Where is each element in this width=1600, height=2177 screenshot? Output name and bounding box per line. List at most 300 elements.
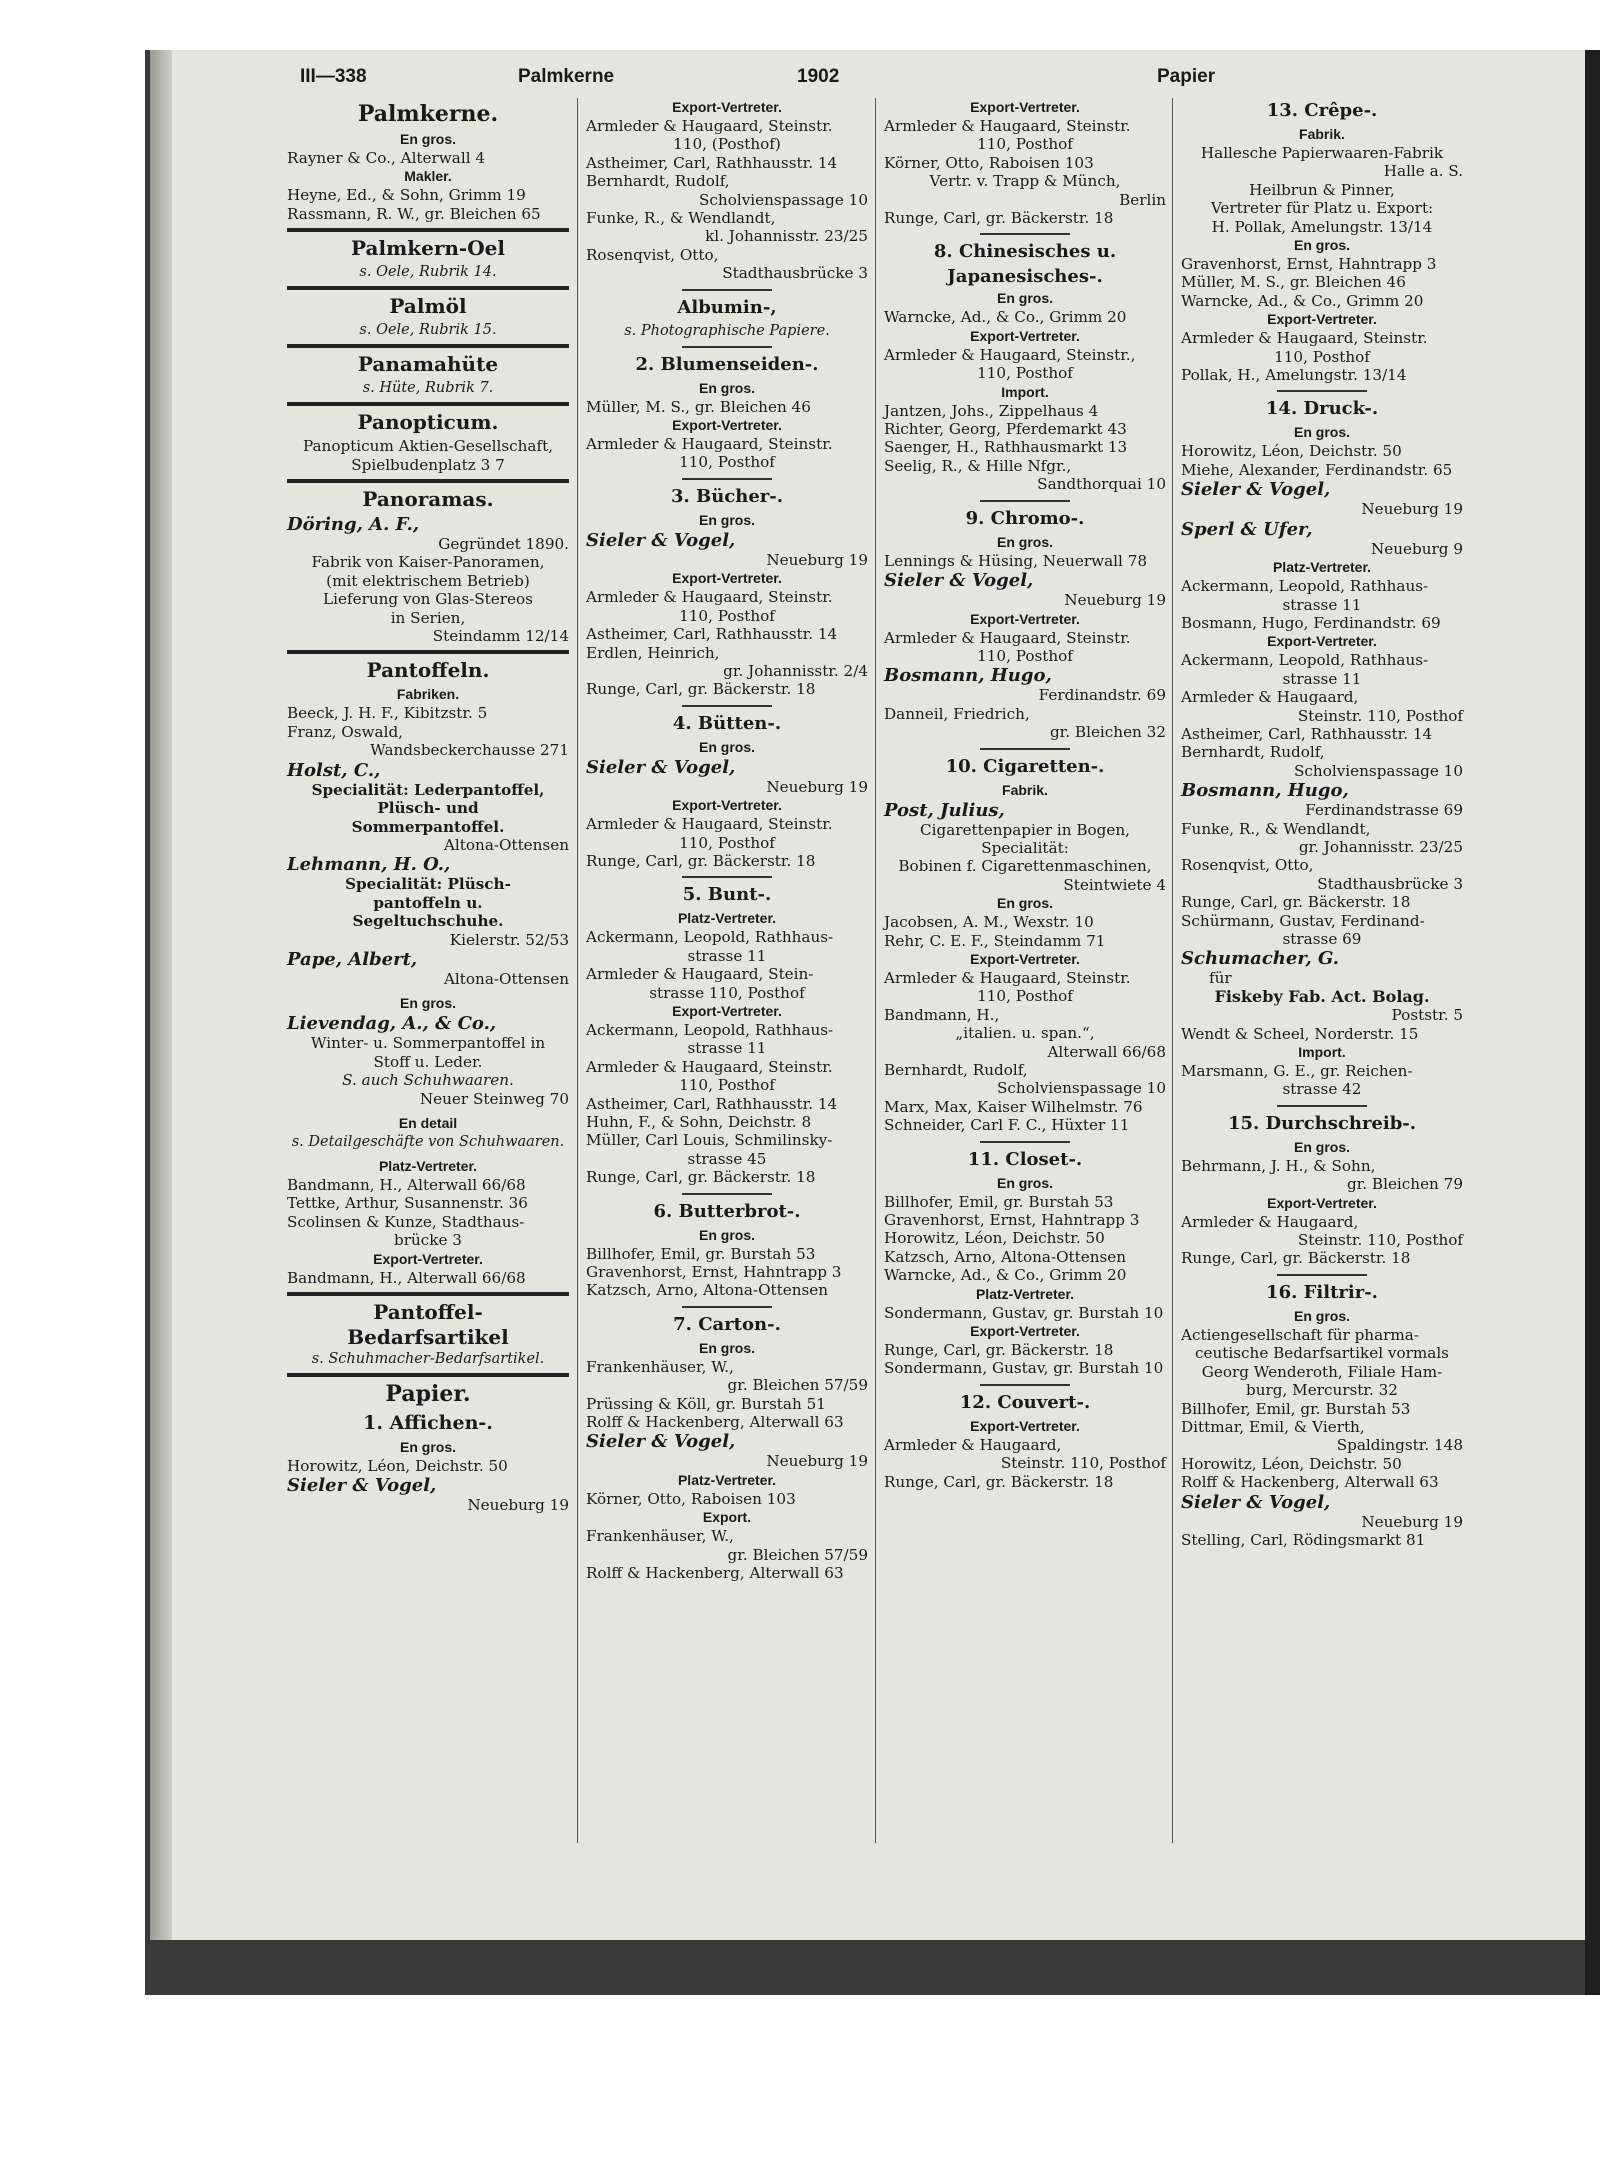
cross-reference: s. Schuhmacher-Bedarfsartikel. bbox=[311, 1351, 545, 1367]
subheading: Import. bbox=[1298, 1044, 1346, 1061]
list-item: 110, Posthof bbox=[679, 1076, 775, 1095]
advertiser-name: Sieler & Vogel, bbox=[586, 1431, 736, 1453]
list-item: Scolinsen & Kunze, Stadthaus- bbox=[287, 1212, 525, 1231]
list-item: 110, (Posthof) bbox=[673, 135, 781, 154]
section-rule bbox=[682, 1193, 772, 1195]
list-item: Hallesche Papierwaaren-Fabrik bbox=[1200, 144, 1444, 162]
subheading: En gros. bbox=[698, 511, 755, 528]
section-rule bbox=[287, 402, 569, 406]
list-item: Steinstr. 110, Posthof bbox=[1000, 1454, 1166, 1473]
list-item: Bandmann, H., Alterwall 66/68 bbox=[287, 1268, 526, 1287]
list-item: Specialität: Plüsch- bbox=[345, 875, 511, 894]
heading-closet: 11. Closet-. bbox=[967, 1148, 1083, 1170]
list-item: pantoffeln u. bbox=[373, 893, 483, 912]
list-item: Billhofer, Emil, gr. Burstah 53 bbox=[1181, 1399, 1411, 1418]
advertiser-name: Post, Julius, bbox=[884, 799, 1005, 821]
list-item: Heyne, Ed., & Sohn, Grimm 19 bbox=[287, 186, 526, 205]
heading-durchschreib: 15. Durchschreib-. bbox=[1227, 1112, 1417, 1134]
list-item: Huhn, F., & Sohn, Deichstr. 8 bbox=[586, 1113, 812, 1131]
list-item: Bandmann, H., Alterwall 66/68 bbox=[287, 1175, 526, 1194]
list-item: Gravenhorst, Ernst, Hahntrapp 3 bbox=[586, 1263, 842, 1282]
list-item: Wandsbeckerchausse 271 bbox=[370, 741, 569, 760]
advertiser-name: Sieler & Vogel, bbox=[1181, 1491, 1331, 1513]
list-item: Behrmann, J. H., & Sohn, bbox=[1181, 1156, 1376, 1175]
section-rule bbox=[287, 650, 569, 654]
list-item: Körner, Otto, Raboisen 103 bbox=[586, 1489, 796, 1508]
list-item: 110, Posthof bbox=[679, 606, 775, 625]
list-item: Richter, Georg, Pferdemarkt 43 bbox=[884, 420, 1127, 439]
section-rule bbox=[980, 1141, 1070, 1143]
subheading: En gros. bbox=[1293, 1138, 1350, 1155]
section-rule bbox=[980, 1384, 1070, 1386]
heading-panamahuete: Panamahüte bbox=[357, 352, 499, 377]
subheading: Platz-Vertreter. bbox=[1272, 559, 1372, 576]
list-item: Astheimer, Carl, Rathhausstr. 14 bbox=[586, 625, 838, 644]
list-item: Schürmann, Gustav, Ferdinand- bbox=[1181, 911, 1425, 930]
list-item: 110, Posthof bbox=[977, 135, 1073, 154]
list-item: Specialität: Lederpantoffel, bbox=[311, 780, 545, 799]
cross-reference: s. Photographische Papiere. bbox=[624, 322, 830, 339]
advertiser-name: Sieler & Vogel, bbox=[884, 570, 1034, 592]
list-item: 110, Posthof bbox=[977, 646, 1073, 665]
header-left-word: Palmkerne bbox=[518, 66, 615, 87]
heading-papier: Papier. bbox=[385, 1381, 471, 1407]
heading-cigaretten: 10. Cigaretten-. bbox=[945, 755, 1105, 777]
list-item: Bernhardt, Rudolf, bbox=[884, 1061, 1028, 1079]
heading-druck: 14. Druck-. bbox=[1265, 398, 1379, 420]
subheading: En gros. bbox=[996, 895, 1053, 912]
list-item: Neueburg 19 bbox=[1064, 591, 1166, 610]
subheading: Export-Vertreter. bbox=[970, 610, 1080, 627]
section-rule bbox=[682, 705, 772, 707]
section-rule bbox=[287, 479, 569, 483]
list-item: Armleder & Haugaard, Steinstr. bbox=[586, 435, 833, 454]
list-item: Armleder & Haugaard, Steinstr. bbox=[586, 117, 833, 135]
list-item: Erdlen, Heinrich, bbox=[586, 643, 720, 662]
column-2 bbox=[586, 98, 868, 1583]
list-item: für bbox=[1209, 969, 1232, 988]
subheading: En gros. bbox=[1293, 424, 1350, 441]
list-item: Armleder & Haugaard, Steinstr. bbox=[1181, 329, 1428, 348]
list-item: Frankenhäuser, W., bbox=[586, 1527, 734, 1546]
list-item: Bobinen f. Cigarettenmaschinen, bbox=[898, 857, 1152, 876]
list-item: Miehe, Alexander, Ferdinandstr. 65 bbox=[1181, 460, 1453, 479]
advertiser-name: Schumacher, G. bbox=[1181, 948, 1340, 970]
list-item: Armleder & Haugaard, Steinstr. bbox=[586, 1057, 833, 1076]
column-divider bbox=[875, 98, 876, 1843]
subheading: En gros. bbox=[399, 131, 456, 147]
section-rule bbox=[287, 228, 569, 232]
section-rule bbox=[1277, 1274, 1367, 1276]
list-item: Billhofer, Emil, gr. Burstah 53 bbox=[884, 1192, 1114, 1211]
list-item: Armleder & Haugaard, Steinstr., bbox=[884, 345, 1136, 364]
list-item: kl. Johannisstr. 23/25 bbox=[705, 227, 868, 246]
list-item: Müller, Carl Louis, Schmilinsky- bbox=[586, 1131, 833, 1150]
list-item: Beeck, J. H. F., Kibitzstr. 5 bbox=[287, 704, 488, 723]
cross-reference: s. Oele, Rubrik 15. bbox=[359, 322, 497, 339]
list-item: Müller, M. S., gr. Bleichen 46 bbox=[586, 397, 811, 416]
list-item: Neueburg 19 bbox=[1361, 500, 1463, 519]
list-item: Pollak, H., Amelungstr. 13/14 bbox=[1181, 366, 1407, 385]
list-item: brücke 3 bbox=[394, 1231, 462, 1250]
list-item: Specialität: bbox=[981, 838, 1069, 857]
subheading: Export-Vertreter. bbox=[1267, 1194, 1377, 1211]
subheading: Export. bbox=[702, 1509, 752, 1526]
list-item: Steinstr. 110, Posthof bbox=[1297, 706, 1463, 725]
page-number: III—338 bbox=[300, 66, 367, 87]
list-item: Warncke, Ad., & Co., Grimm 20 bbox=[884, 1266, 1127, 1285]
list-item: Seelig, R., & Hille Nfgr., bbox=[884, 456, 1072, 475]
list-item: (mit elektrischem Betrieb) bbox=[326, 571, 530, 590]
list-item: Halle a. S. bbox=[1383, 162, 1463, 181]
cross-reference: s. Hüte, Rubrik 7. bbox=[362, 380, 494, 397]
list-item: strasse 11 bbox=[1282, 669, 1362, 688]
list-item: Armleder & Haugaard, Steinstr. bbox=[884, 117, 1131, 135]
list-item: Lennings & Hüsing, Neuerwall 78 bbox=[884, 551, 1148, 570]
list-item: strasse 42 bbox=[1282, 1080, 1362, 1099]
list-item: Marsmann, G. E., gr. Reichen- bbox=[1181, 1062, 1413, 1081]
list-item: Fiskeby Fab. Act. Bolag. bbox=[1214, 986, 1430, 1006]
cross-reference: s. Oele, Rubrik 14. bbox=[359, 264, 497, 281]
list-item: 110, Posthof bbox=[1274, 347, 1370, 366]
list-item: Armleder & Haugaard, bbox=[1181, 1212, 1359, 1231]
advertiser-name: Lehmann, H. O., bbox=[287, 854, 451, 876]
list-item: burg, Mercurstr. 32 bbox=[1246, 1381, 1398, 1400]
list-item: Runge, Carl, gr. Bäckerstr. 18 bbox=[586, 680, 816, 699]
list-item: Cigarettenpapier in Bogen, bbox=[920, 820, 1130, 839]
advertiser-name: Döring, A. F., bbox=[287, 514, 420, 536]
list-item: Horowitz, Léon, Deichstr. 50 bbox=[287, 1457, 508, 1475]
list-item: strasse 110, Posthof bbox=[649, 983, 805, 1002]
subheading: Fabriken. bbox=[396, 686, 460, 703]
list-item: Bosmann, Hugo, Ferdinandstr. 69 bbox=[1181, 613, 1441, 632]
heading-chinesisches: Japanesisches-. bbox=[947, 266, 1103, 288]
subheading: En gros. bbox=[698, 738, 755, 755]
list-item: Armleder & Haugaard, Steinstr. bbox=[884, 968, 1131, 987]
list-item: strasse 45 bbox=[687, 1149, 767, 1168]
subheading: Export-Vertreter. bbox=[373, 1250, 483, 1267]
list-item: Astheimer, Carl, Rathhausstr. 14 bbox=[586, 153, 838, 172]
advertiser-name: Pape, Albert, bbox=[287, 948, 418, 970]
subheading: Platz-Vertreter. bbox=[677, 910, 777, 927]
list-item: Schneider, Carl F. C., Hüxter 11 bbox=[884, 1116, 1130, 1135]
subheading: Platz-Vertreter. bbox=[677, 1471, 777, 1488]
list-item: Fabrik von Kaiser-Panoramen, bbox=[311, 553, 545, 572]
list-item: Rolff & Hackenberg, Alterwall 63 bbox=[586, 1564, 844, 1583]
list-item: Danneil, Friedrich, bbox=[884, 704, 1030, 723]
list-item: S. auch Schuhwaaren. bbox=[342, 1071, 514, 1090]
list-item: Astheimer, Carl, Rathhausstr. 14 bbox=[1181, 724, 1433, 743]
list-item: Lieferung von Glas-Stereos bbox=[323, 590, 533, 609]
column-divider bbox=[1172, 98, 1173, 1843]
list-item: Horowitz, Léon, Deichstr. 50 bbox=[1181, 442, 1402, 461]
list-item: strasse 69 bbox=[1282, 930, 1362, 948]
subheading: Fabrik. bbox=[1299, 126, 1345, 142]
list-item: 110, Posthof bbox=[977, 364, 1073, 383]
heading-palmkern-oel: Palmkern-Oel bbox=[351, 236, 505, 261]
heading-panoramas: Panoramas. bbox=[362, 487, 494, 512]
list-item: Katzsch, Arno, Altona-Ottensen bbox=[586, 1281, 829, 1300]
list-item: Berlin bbox=[1119, 190, 1166, 209]
heading-pantoffeln: Pantoffeln. bbox=[366, 658, 490, 683]
list-item: Funke, R., & Wendlandt, bbox=[1181, 819, 1371, 838]
section-rule bbox=[287, 286, 569, 290]
advertiser-name: Bosmann, Hugo, bbox=[1181, 780, 1349, 802]
section-rule bbox=[287, 1292, 569, 1296]
list-item: Sondermann, Gustav, gr. Burstah 10 bbox=[884, 1359, 1164, 1378]
list-item: Bernhardt, Rudolf, bbox=[1181, 743, 1325, 762]
list-item: Neueburg 19 bbox=[1361, 1512, 1463, 1531]
list-item: Segeltuchschuhe. bbox=[352, 912, 504, 931]
column-1 bbox=[287, 98, 569, 1515]
column-3 bbox=[884, 98, 1166, 1491]
list-item: Steinstr. 110, Posthof bbox=[1297, 1231, 1463, 1250]
list-item: Actiengesellschaft für pharma- bbox=[1181, 1325, 1419, 1344]
heading-couvert: 12. Couvert-. bbox=[959, 1391, 1091, 1413]
list-item: Wendt & Scheel, Norderstr. 15 bbox=[1181, 1024, 1419, 1043]
section-rule bbox=[980, 748, 1070, 750]
list-item: Stadthausbrücke 3 bbox=[722, 264, 868, 283]
subheading: En gros. bbox=[996, 533, 1053, 550]
section-rule bbox=[1277, 390, 1367, 392]
advertiser-name: Lievendag, A., & Co., bbox=[287, 1013, 497, 1035]
list-item: in Serien, bbox=[390, 608, 466, 627]
list-item: Prüssing & Köll, gr. Burstah 51 bbox=[586, 1394, 826, 1413]
list-item: Dittmar, Emil, & Vierth, bbox=[1181, 1417, 1365, 1436]
subheading: Platz-Vertreter. bbox=[975, 1285, 1075, 1302]
subheading: En gros. bbox=[996, 290, 1053, 307]
column-divider bbox=[577, 98, 578, 1843]
list-item: Horowitz, Léon, Deichstr. 50 bbox=[1181, 1454, 1402, 1473]
heading-blumenseiden: 2. Blumenseiden-. bbox=[635, 353, 819, 375]
list-item: Winter- u. Sommerpantoffel in bbox=[310, 1034, 546, 1053]
list-item: Rosenqvist, Otto, bbox=[586, 245, 719, 264]
list-item: Altona-Ottensen bbox=[443, 969, 569, 988]
list-item: „italien. u. span.“, bbox=[955, 1024, 1095, 1043]
cross-reference: s. Detailgeschäfte von Schuhwaaren. bbox=[291, 1133, 565, 1150]
heading-butterbrot: 6. Butterbrot-. bbox=[653, 1200, 801, 1222]
heading-chromo: 9. Chromo-. bbox=[965, 507, 1085, 529]
advertiser-name: Bosmann, Hugo, bbox=[884, 665, 1052, 687]
left-margin bbox=[0, 50, 145, 1995]
list-item: Ackermann, Leopold, Rathhaus- bbox=[586, 928, 834, 947]
list-item: Kielerstr. 52/53 bbox=[449, 930, 569, 949]
list-item: 110, Posthof bbox=[679, 453, 775, 472]
heading-filtrir: 16. Filtrir-. bbox=[1266, 1281, 1378, 1303]
list-item: gr. Johannisstr. 2/4 bbox=[723, 661, 868, 680]
list-item: Gravenhorst, Ernst, Hahntrapp 3 bbox=[1181, 255, 1437, 274]
subheading: Fabrik. bbox=[1002, 781, 1048, 798]
list-item: Rolff & Hackenberg, Alterwall 63 bbox=[586, 1413, 844, 1432]
subheading: En gros. bbox=[399, 995, 456, 1012]
subheading: Export-Vertreter. bbox=[672, 797, 782, 814]
list-item: Funke, R., & Wendlandt, bbox=[586, 209, 776, 228]
scan-edge bbox=[1585, 50, 1600, 1995]
section-rule bbox=[980, 500, 1070, 502]
subheading: Export-Vertreter. bbox=[672, 99, 782, 115]
subheading: Export-Vertreter. bbox=[672, 570, 782, 587]
list-item: Körner, Otto, Raboisen 103 bbox=[884, 153, 1094, 172]
list-item: Runge, Carl, gr. Bäckerstr. 18 bbox=[586, 1168, 816, 1187]
list-item: Gravenhorst, Ernst, Hahntrapp 3 bbox=[884, 1211, 1140, 1230]
list-item: Steindamm 12/14 bbox=[432, 627, 569, 646]
list-item: Runge, Carl, gr. Bäckerstr. 18 bbox=[884, 209, 1114, 228]
heading-affichen: 1. Affichen-. bbox=[363, 1412, 493, 1434]
subheading: Makler. bbox=[404, 168, 452, 185]
list-item: Ferdinandstrasse 69 bbox=[1305, 801, 1463, 820]
subheading: En gros. bbox=[399, 1439, 456, 1455]
subheading: Export-Vertreter. bbox=[970, 950, 1080, 967]
heading-pantoffel-bedarf: Pantoffel- bbox=[373, 1300, 483, 1324]
list-item: Armleder & Haugaard, Stein- bbox=[586, 965, 814, 984]
list-item: Panopticum Aktien-Gesellschaft, bbox=[302, 437, 554, 456]
section-rule bbox=[1277, 1105, 1367, 1107]
list-item: Spielbudenplatz 3 7 bbox=[351, 455, 505, 474]
list-item: Scholvienspassage 10 bbox=[1294, 761, 1463, 780]
list-item: gr. Bleichen 79 bbox=[1346, 1175, 1463, 1194]
list-item: Runge, Carl, gr. Bäckerstr. 18 bbox=[1181, 893, 1411, 912]
list-item: Neueburg 19 bbox=[766, 1452, 868, 1471]
list-item: Altona-Ottensen bbox=[443, 835, 569, 854]
list-item: Astheimer, Carl, Rathhausstr. 14 bbox=[586, 1094, 838, 1113]
list-item: Runge, Carl, gr. Bäckerstr. 18 bbox=[1181, 1249, 1411, 1268]
list-item: gr. Bleichen 57/59 bbox=[727, 1545, 868, 1564]
subheading: Export-Vertreter. bbox=[1267, 311, 1377, 328]
list-item: Armleder & Haugaard, bbox=[884, 1435, 1062, 1454]
section-rule bbox=[682, 289, 772, 291]
list-item: gr. Bleichen 57/59 bbox=[727, 1376, 868, 1395]
advertiser-name: Sperl & Ufer, bbox=[1181, 518, 1313, 540]
list-item: Bandmann, H., bbox=[884, 1005, 1000, 1024]
subheading: Export-Vertreter. bbox=[970, 1323, 1080, 1340]
list-item: strasse 11 bbox=[687, 1039, 767, 1058]
list-item: Neuer Steinweg 70 bbox=[419, 1089, 569, 1108]
section-rule bbox=[682, 876, 772, 878]
list-item: Alterwall 66/68 bbox=[1047, 1042, 1166, 1061]
list-item: Neueburg 19 bbox=[766, 550, 868, 569]
list-item: strasse 11 bbox=[1282, 595, 1362, 614]
list-item: Warncke, Ad., & Co., Grimm 20 bbox=[1181, 291, 1424, 310]
list-item: Jantzen, Johs., Zippelhaus 4 bbox=[884, 401, 1099, 420]
list-item: Armleder & Haugaard, Steinstr. bbox=[586, 815, 833, 834]
list-item: strasse 11 bbox=[687, 946, 767, 965]
list-item: Frankenhäuser, W., bbox=[586, 1357, 734, 1376]
list-item: Rehr, C. E. F., Steindamm 71 bbox=[884, 931, 1106, 950]
list-item: Heilbrun & Pinner, bbox=[1249, 180, 1395, 199]
subheading: Export-Vertreter. bbox=[970, 327, 1080, 344]
list-item: Armleder & Haugaard, Steinstr. bbox=[884, 628, 1131, 647]
section-rule bbox=[287, 1373, 569, 1377]
list-item: Sandthorquai 10 bbox=[1037, 475, 1166, 494]
subheading: Platz-Vertreter. bbox=[378, 1157, 478, 1174]
header-year: 1902 bbox=[797, 66, 840, 87]
subheading: En detail bbox=[398, 1114, 458, 1131]
list-item: Gegründet 1890. bbox=[438, 535, 569, 554]
list-item: 110, Posthof bbox=[679, 833, 775, 852]
advertiser-name: Sieler & Vogel, bbox=[1181, 479, 1331, 501]
list-item: ceutische Bedarfsartikel vormals bbox=[1195, 1344, 1449, 1363]
column-4 bbox=[1181, 98, 1463, 1549]
list-item: Stoff u. Leder. bbox=[373, 1052, 483, 1071]
list-item: Neueburg 9 bbox=[1370, 539, 1463, 558]
list-item: Jacobsen, A. M., Wexstr. 10 bbox=[884, 913, 1094, 932]
list-item: Marx, Max, Kaiser Wilhelmstr. 76 bbox=[884, 1097, 1143, 1116]
list-item: Armleder & Haugaard, Steinstr. bbox=[586, 588, 833, 607]
list-item: Stadthausbrücke 3 bbox=[1317, 874, 1463, 893]
heading-palmoel: Palmöl bbox=[389, 294, 467, 319]
list-item: Tettke, Arthur, Susannenstr. 36 bbox=[287, 1194, 528, 1213]
heading-pantoffel-bedarf: Bedarfsartikel bbox=[347, 1325, 509, 1349]
list-item: Runge, Carl, gr. Bäckerstr. 18 bbox=[884, 1341, 1114, 1360]
subheading: En gros. bbox=[698, 1339, 755, 1356]
list-item: Scholvienspassage 10 bbox=[699, 190, 868, 209]
list-item: Ackermann, Leopold, Rathhaus- bbox=[1181, 651, 1429, 670]
subheading: Export-Vertreter. bbox=[672, 417, 782, 434]
list-item: Rayner & Co., Alterwall 4 bbox=[287, 149, 486, 167]
list-item: Katzsch, Arno, Altona-Ottensen bbox=[884, 1247, 1127, 1266]
advertiser-name: Holst, C., bbox=[287, 759, 381, 781]
subheading: Export-Vertreter. bbox=[1267, 633, 1377, 650]
list-item: Armleder & Haugaard, bbox=[1181, 688, 1359, 707]
subheading: Export-Vertreter. bbox=[672, 1002, 782, 1019]
list-item: Horowitz, Léon, Deichstr. 50 bbox=[884, 1229, 1105, 1248]
heading-palmkerne: Palmkerne. bbox=[357, 101, 499, 127]
subheading: Export-Vertreter. bbox=[970, 1417, 1080, 1434]
subheading: Export-Vertreter. bbox=[970, 99, 1080, 115]
section-rule bbox=[682, 478, 772, 480]
scanned-page bbox=[0, 50, 1600, 1995]
subheading: En gros. bbox=[698, 1226, 755, 1243]
subheading: En gros. bbox=[698, 379, 755, 396]
subheading: En gros. bbox=[1293, 237, 1350, 254]
list-item: Vertr. v. Trapp & Münch, bbox=[929, 172, 1121, 191]
subheading: Import. bbox=[1001, 383, 1049, 400]
list-item: Runge, Carl, gr. Bäckerstr. 18 bbox=[884, 1472, 1114, 1491]
list-item: Rassmann, R. W., gr. Bleichen 65 bbox=[287, 204, 541, 223]
list-item: Spaldingstr. 148 bbox=[1336, 1436, 1463, 1455]
page-gutter bbox=[150, 50, 172, 1940]
list-item: H. Pollak, Amelungstr. 13/14 bbox=[1211, 217, 1433, 236]
heading-albumin: Albumin-, bbox=[677, 296, 777, 318]
advertiser-name: Sieler & Vogel, bbox=[287, 1475, 437, 1497]
advertiser-name: Sieler & Vogel, bbox=[586, 756, 736, 778]
list-item: Scholvienspassage 10 bbox=[997, 1079, 1166, 1098]
list-item: Steintwiete 4 bbox=[1063, 875, 1166, 894]
list-item: Warncke, Ad., & Co., Grimm 20 bbox=[884, 308, 1127, 327]
list-item: Ackermann, Leopold, Rathhaus- bbox=[586, 1020, 834, 1039]
list-item: Ferdinandstr. 69 bbox=[1038, 686, 1166, 705]
header-right-word: Papier bbox=[1157, 66, 1216, 87]
list-item: Georg Wenderoth, Filiale Ham- bbox=[1201, 1362, 1443, 1381]
list-item: Saenger, H., Rathhausmarkt 13 bbox=[884, 438, 1128, 457]
list-item: Neueburg 19 bbox=[766, 777, 868, 796]
section-rule bbox=[980, 233, 1070, 235]
list-item: gr. Johannisstr. 23/25 bbox=[1298, 837, 1463, 856]
heading-carton: 7. Carton-. bbox=[673, 1313, 781, 1335]
list-item: Rolff & Hackenberg, Alterwall 63 bbox=[1181, 1473, 1439, 1492]
heading-bunt: 5. Bunt-. bbox=[682, 884, 772, 906]
list-item: Plüsch- und bbox=[377, 799, 479, 818]
list-item: Sommerpantoffel. bbox=[351, 817, 505, 836]
heading-chinesisches: 8. Chinesisches u. bbox=[933, 241, 1117, 263]
directory-page bbox=[150, 50, 1585, 1940]
list-item: Franz, Oswald, bbox=[287, 722, 403, 741]
running-header bbox=[300, 66, 1220, 96]
list-item: Billhofer, Emil, gr. Burstah 53 bbox=[586, 1244, 816, 1263]
subheading: En gros. bbox=[996, 1174, 1053, 1191]
heading-crepe: 13. Crêpe-. bbox=[1266, 100, 1378, 121]
list-item: Ackermann, Leopold, Rathhaus- bbox=[1181, 577, 1429, 596]
